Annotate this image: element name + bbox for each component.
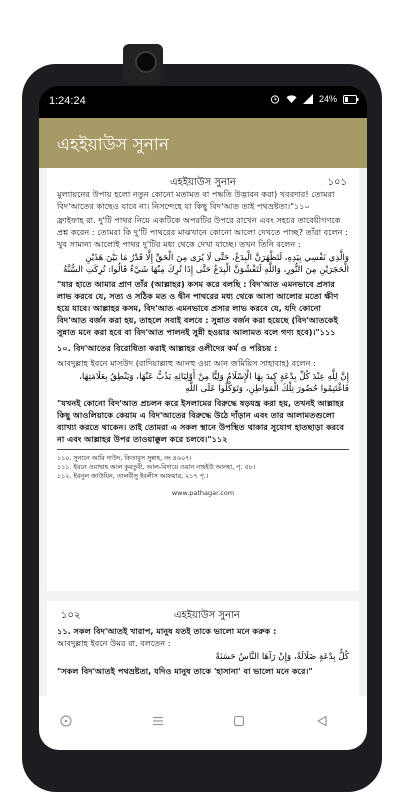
book-page-102 xyxy=(47,601,359,696)
navigation-bar xyxy=(39,696,367,750)
translation-paragraph: "যখনই কোনো বিদ'আত প্রচলন করে ইসলামের বিরুদ্ধে ষড়যন্ত্র করা হয়, তখনই আল্লাহর কিছু আওলিয়াকে কেয়াম এ বিদ'আতের বিরুদ্ধে উঠে দাঁড়ান এবং তার আলামতগুলো ব্যাখ্যা করতে থাকেন। তাই তোমরা এ সকল স্থানে উপস্থিত থাকার সুযোগ হাতছাড়া করবে না এবং আল্লাহর উপর তাওয়াক্কুল করে চলবে।"১১২ xyxy=(57,398,345,444)
signal-icon xyxy=(303,94,313,104)
arabic-quote: إِنَّ لِلَّهِ عِنْدَ كُلِّ بِدْعَةٍ كِيدَ بِهَا الْإِسْلَامُ وَلِيًّا مِنْ أَوْلِيَائِهِ يَذُبُّ عَنْهَا، وَيَنْطِقُ بِعَلَامَتِهَا، فَاغْتَنِمُوا حُضُورَ تِلْكَ الْمَوَاطِنِ، وَتَوَكَّلُوا عَلَى اللَّهِ xyxy=(79,372,349,394)
home-circle-icon[interactable] xyxy=(59,714,73,728)
popup-camera xyxy=(123,44,163,84)
menu-icon[interactable] xyxy=(151,714,165,728)
section-heading: ১১. সকল বিদ'আতই খারাপ, মানুষ যতই তাকে ভালো মনে করুক : xyxy=(57,626,277,636)
status-icons xyxy=(270,94,359,104)
page-number: ১০২ xyxy=(61,610,81,621)
page-header xyxy=(47,168,359,188)
battery-icon xyxy=(343,95,359,104)
footnote: ১১২. ইবনুল জাউযিন, তালবীসু ইবলীস আফয়ার, ২১৭ পৃ.। xyxy=(57,472,209,480)
alarm-icon xyxy=(270,94,280,104)
paragraph: আবদুল্লাহ ইবনে উমর রা. বলতেন : xyxy=(57,638,171,648)
battery-percent: 24% xyxy=(318,94,337,104)
translation-paragraph: "সকল বিদ'আতই পথভ্রষ্টতা, যদিও মানুষ তাকে 'হাসানা' বা ভালো মনে করে।" xyxy=(57,666,313,676)
running-head: এহইয়াউস সুনান xyxy=(174,610,240,621)
arabic-quote: وَالَّذِي نَفْسِي بِيَدِهِ، لَتَظْهَرَنَّ الْبِدَعُ، حَتَّى لَا يُرَى مِنَ الْحَقِّ إِلَّا قَدْرُ مَا بَيْنَ هَذَيْنِ الْحَجَرَيْنِ مِنَ النُّورِ، وَاللَّهِ لَتَفْشُوَنَّ الْبِدَعُ حَتَّى إِذَا تُرِكَ مِنْهَا شَيْءٌ قَالُوا: تُرِكَتِ السُّنَّةُ xyxy=(63,253,349,275)
camera-lens xyxy=(135,51,157,73)
arabic-quote: كُلُّ بِدْعَةٍ ضَلَالَةٌ، وَإِنْ رَآهَا النَّاسُ حَسَنَةً xyxy=(215,652,349,662)
footnote: ১১০. সুনানে আবি দাউদ, কিতাবুস সুন্নাহ, নং ৪৬০৭। xyxy=(57,454,192,462)
status-time: 1:24:24 xyxy=(49,95,86,107)
reader-content[interactable] xyxy=(39,168,367,696)
app-bar xyxy=(39,118,367,168)
app-title: এহইয়াউস সুনান xyxy=(57,135,169,155)
paragraph: আবদুল্লাহ ইবনে মাসউদ (রাদিয়াল্লাহু আনহু ওয়া আন জমিয়িস সাহাবাহ) বলেন : xyxy=(57,358,316,368)
footnote: ১১১. ইবনে ওয়াদ্বাহ আল কুরতুবী, আল-বিদায়ে ওয়ান নাহইউ আনহা, পৃ. ৫৮। xyxy=(57,463,256,471)
footnote-divider xyxy=(57,449,349,450)
wifi-icon xyxy=(286,94,297,104)
status-bar xyxy=(39,86,367,118)
site-watermark: www.pathagar.com xyxy=(171,489,235,497)
section-heading: ১০. বিদ'আতের বিরোধিতা করাই আল্লাহর ওলীদের কর্ম ও পরিচয় : xyxy=(57,343,278,353)
paragraph: ফ্রাইফাহ রা. দু'টি পাথর নিয়ে একটিকে অপরটির উপরে রাখেন এবং সহচর তাবেয়ীগণকে প্রশ্ন করেন : তোমরা কি দু'টি পাথরের মাঝখানে কোনো আলো দেখতে পাচ্ছ? তাঁরা বলেন : খুব সামান্য আলোই পাথর দু'টির মধ্য থেকে দেখা যাচ্ছে। তখন তিনি বলেন : xyxy=(57,215,348,249)
screen xyxy=(39,86,367,750)
translation-paragraph: "যার হাতে আমার প্রাণ তাঁর (আল্লাহর) কসম করে বলছি : বিদ'আত এমনভাবে প্রসার লাভ করবে যে, সত্য ও সঠিক মত ও দ্বীন পাথরের মধ্য থেকে আসা আলোর মতো ক্ষীণ হয়ে যাবে। আল্লাহর কসম, বিদ'আত এমনভাবে প্রসার লাভ করবে যে, যদি কোনো বিদ'আত বর্জন করা হয়, তাহলে সবাই বলবে : সুন্নাত বর্জন করা হয়েছে (বিদ'আতকেই সুন্নাত মনে করা হবে বা বিদ'আত পালনই সুন্নী হওয়ার আলামত বলে গণ্য হবে)।"১১১ xyxy=(57,279,339,337)
square-icon[interactable] xyxy=(232,714,246,728)
page-header xyxy=(47,601,359,621)
book-page-101 xyxy=(47,168,359,591)
paragraph: মুল্যায়নের উপায় হলো নতুন কোনো মতামত বা পদ্ধতি উদ্ভাবন করা) খবরদার! তোমরা বিদ'আতের কাছেও যাবে না। নিসন্দেহে যা কিছু বিদ'আত তাই পথভ্রষ্টতা।"১১০ xyxy=(57,189,335,211)
back-triangle-icon[interactable] xyxy=(315,714,329,728)
running-head: এহইয়াউস সুনান xyxy=(170,177,236,188)
page-number: ১০১ xyxy=(327,177,347,188)
